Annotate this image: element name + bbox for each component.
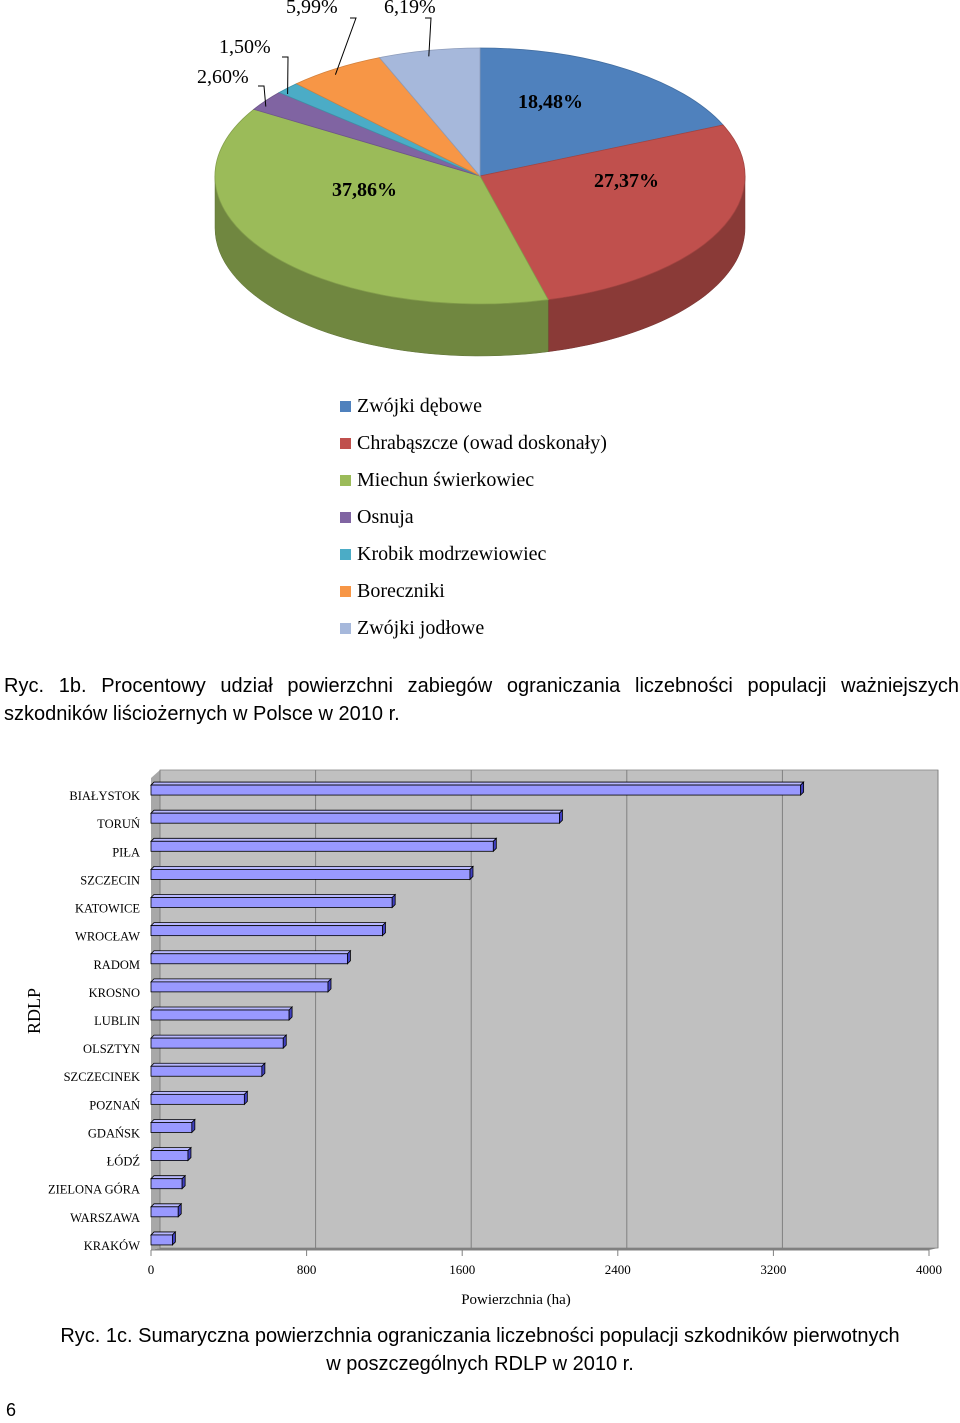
y-tick-label: KATOWICE [74, 901, 140, 916]
x-axis-title: Powierzchnia (ha) [461, 1292, 571, 1308]
y-tick-label: KROSNO [88, 985, 140, 1000]
label-2-60: 2,60% [197, 66, 249, 88]
legend-item [340, 425, 607, 462]
pie-chart-svg [0, 0, 960, 380]
legend-label: Miechun świerkowiec [357, 469, 535, 491]
bar-top [151, 1176, 185, 1179]
page-number: 6 [6, 1400, 17, 1420]
bar [151, 1148, 191, 1161]
bar [151, 1204, 181, 1217]
bar-top [151, 1204, 181, 1207]
legend-item [340, 388, 607, 425]
y-tick-label: ZIELONA GÓRA [47, 1182, 140, 1197]
y-tick-label: OLSZTYN [83, 1042, 140, 1057]
y-axis [48, 789, 140, 1253]
bar-chart-svg [0, 760, 960, 1320]
label-18-48: 18,48% [518, 91, 583, 113]
bar [151, 951, 350, 964]
bar [151, 1007, 292, 1020]
bar-top [151, 1091, 247, 1094]
bar-top [151, 979, 331, 982]
bar [151, 838, 496, 851]
bar [151, 1232, 175, 1245]
y-tick-label: RADOM [93, 957, 140, 972]
y-tick-label: GDAŃSK [87, 1126, 140, 1141]
bar-front [151, 1094, 244, 1104]
bar-top [151, 866, 473, 869]
bar-top [151, 1148, 191, 1151]
legend-swatch [340, 401, 351, 412]
bar [151, 1119, 195, 1132]
bar-top [151, 951, 350, 954]
bar-front [151, 1066, 262, 1076]
x-tick-label: 2400 [604, 1262, 631, 1277]
bar [151, 1035, 286, 1048]
label-5-99: 5,99% [286, 0, 338, 18]
label-37-86: 37,86% [332, 179, 397, 201]
label-27-37: 27,37% [594, 170, 659, 192]
bar-top [151, 895, 395, 898]
legend-swatch [340, 586, 351, 597]
bar [151, 979, 331, 992]
label-1-50: 1,50% [219, 36, 271, 58]
legend-label: Osnuja [357, 506, 414, 528]
legend-label: Chrabąszcze (owad doskonały) [357, 432, 607, 454]
legend-label: Boreczniki [357, 580, 445, 602]
bar-front [151, 1010, 289, 1020]
bar [151, 782, 804, 795]
y-tick-label: WROCŁAW [75, 929, 140, 944]
legend-label: Krobik modrzewiowiec [357, 543, 547, 565]
bar-front [151, 1151, 188, 1161]
y-axis-title: RDLP [24, 987, 44, 1035]
y-tick-label: TORUŃ [97, 817, 140, 832]
bar-front [151, 982, 328, 992]
legend-item [340, 499, 607, 536]
caption-1c-line1: Ryc. 1c. Sumaryczna powierzchnia ograniczania liczebności populacji szkodników pierwotnych [60, 1325, 900, 1347]
bar-top [151, 838, 496, 841]
bar-front [151, 954, 347, 964]
bar-top [151, 1035, 286, 1038]
bar-front [151, 1038, 283, 1048]
bar [151, 866, 473, 879]
legend-swatch [340, 512, 351, 523]
pie-slices [215, 48, 745, 304]
bar-front [151, 813, 559, 823]
y-tick-label: KRAKÓW [83, 1238, 140, 1253]
legend-item [340, 573, 607, 610]
legend-item [340, 610, 607, 647]
bar [151, 923, 385, 936]
legend-item [340, 462, 607, 499]
x-tick-label: 4000 [916, 1262, 942, 1277]
legend-swatch [340, 623, 351, 634]
caption-1c-line2: w poszczególnych RDLP w 2010 r. [326, 1353, 634, 1375]
bar-top [151, 1007, 292, 1010]
pie-legend [340, 388, 607, 647]
bar-front [151, 1179, 182, 1189]
legend-swatch [340, 549, 351, 560]
bar [151, 1176, 185, 1189]
legend-label: Zwójki jodłowe [357, 617, 485, 639]
x-axis [148, 1250, 942, 1277]
bar [151, 895, 395, 908]
y-tick-label: POZNAŃ [89, 1098, 140, 1113]
bar-front [151, 841, 493, 851]
bar-top [151, 1232, 175, 1235]
bar-front [151, 1122, 192, 1132]
x-tick-label: 0 [147, 1262, 155, 1277]
bar-top [151, 782, 804, 785]
figure-caption-1b: Ryc. 1b. Procentowy udział powierzchni zabiegów ograniczania liczebności populacji ważniejszych szkodników liściożernych w Polsce w 2010 r. [4, 675, 959, 725]
y-tick-label: BIAŁYSTOK [69, 789, 140, 804]
legend-swatch [340, 475, 351, 486]
y-tick-label: WARSZAWA [70, 1210, 140, 1225]
legend-label: Zwójki dębowe [357, 395, 482, 417]
bar [151, 1063, 265, 1076]
y-tick-label: SZCZECINEK [63, 1070, 140, 1085]
legend-swatch [340, 438, 351, 449]
bar-front [151, 898, 392, 908]
legend-item [340, 536, 607, 573]
bar [151, 1091, 247, 1104]
bar-front [151, 869, 470, 879]
bar-top [151, 923, 385, 926]
figure-caption-1c [0, 1322, 960, 1378]
bar-top [151, 1063, 265, 1066]
bar [151, 810, 562, 823]
y-tick-label: ŁÓDŹ [106, 1154, 140, 1169]
x-tick-label: 1600 [449, 1262, 476, 1277]
y-tick-label: SZCZECIN [80, 873, 140, 888]
bar-front [151, 1207, 178, 1217]
bar-front [151, 785, 801, 795]
pie-chart [0, 0, 960, 380]
bar-top [151, 1119, 195, 1122]
bar-front [151, 1235, 172, 1245]
bar-top [151, 810, 562, 813]
bar-front [151, 926, 382, 936]
x-tick-label: 800 [296, 1262, 317, 1277]
y-tick-label: LUBLIN [94, 1014, 140, 1028]
bar-chart [0, 760, 960, 1320]
x-tick-label: 3200 [760, 1262, 787, 1277]
y-tick-label: PIŁA [112, 845, 140, 860]
label-6-19: 6,19% [384, 0, 436, 18]
